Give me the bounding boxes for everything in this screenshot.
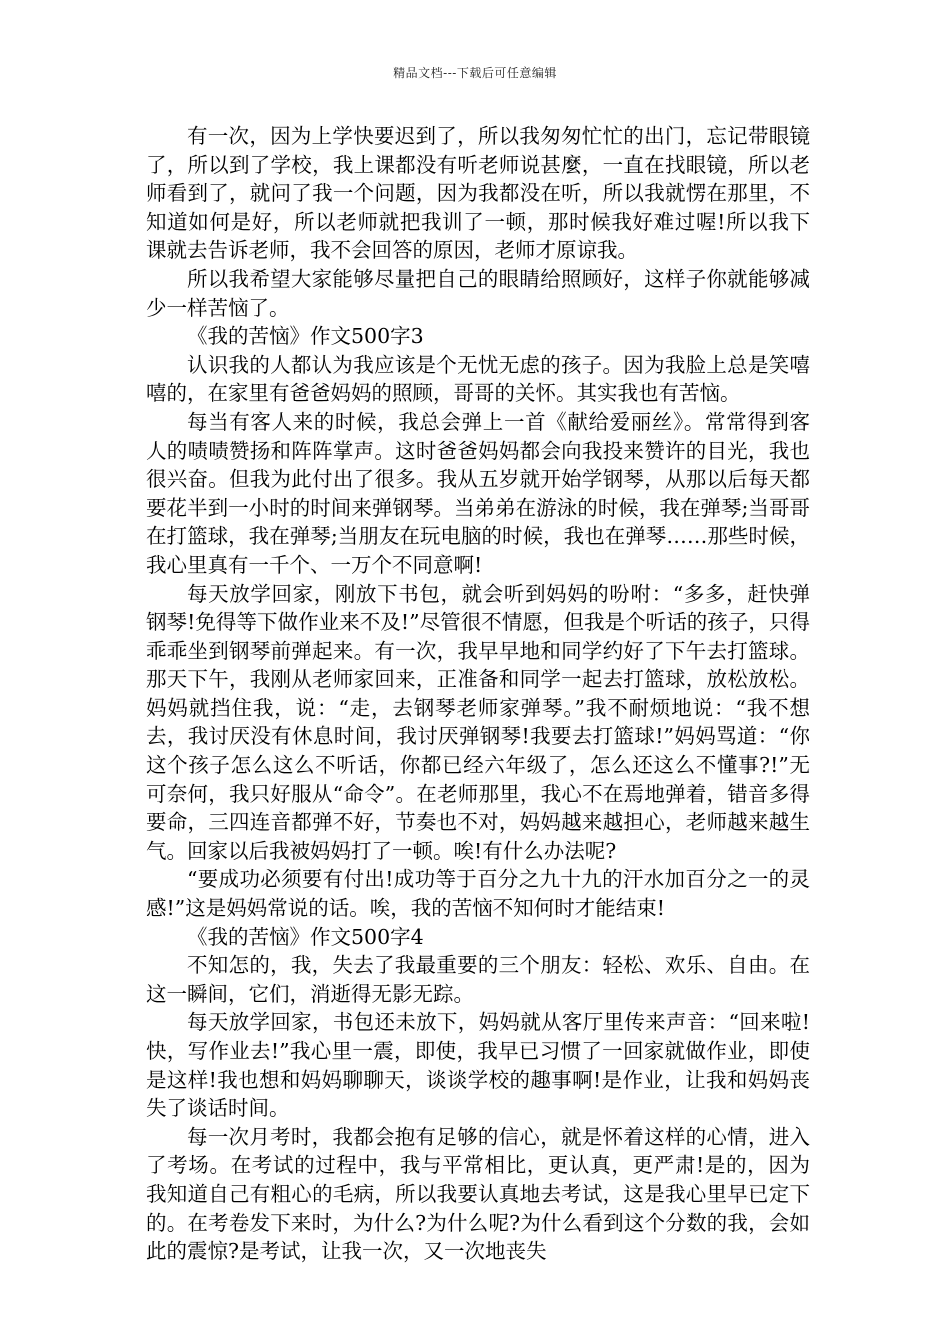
- page-header: 精品文档---下载后可任意编辑: [393, 66, 557, 80]
- paragraph-forgot-glasses: 有一次，因为上学快要迟到了，所以我匆匆忙忙的出门，忘记带眼镜了，所以到了学校，我上课都没有听老师说甚麼，一直在找眼镜，所以老师看到了，就问了我一个问题，因为我都没在听，所以我就愣在那里，不知道如何是好，所以老师就把我训了一顿，那时候我好难过喔!所以我下课就去告诉老师，我不会回答的原因，老师才原谅我。: [146, 124, 810, 263]
- paragraph-lost-friends: 不知怎的，我，失去了我最重要的三个朋友：轻松、欢乐、自由。在这一瞬间，它们，消逝得无影无踪。: [146, 953, 810, 1006]
- paragraph-homework: 每天放学回家，书包还未放下，妈妈就从客厅里传来声音：“回来啦!快，写作业去!”我心里一震，即使，我早已习惯了一回家就做作业，即使是这样!我也想和妈妈聊聊天，谈谈学校的趣事啊!是作业，让我和妈妈丧失了谈话时间。: [146, 1010, 810, 1121]
- essay-3-heading: 《我的苦恼》作文500字3: [187, 324, 424, 349]
- document-body: [146, 122, 810, 1266]
- paragraph-carefree-child: 认识我的人都认为我应该是个无忧无虑的孩子。因为我脸上总是笑嘻嘻的，在家里有爸爸妈妈的照顾，哥哥的关怀。其实我也有苦恼。: [146, 352, 810, 406]
- paragraph-guests-piano: 每当有客人来的时候，我总会弹上一首《献给爱丽丝》。常常得到客人的啧啧赞扬和阵阵掌声。这时爸爸妈妈都会向我投来赞许的目光，我也很兴奋。但我为此付出了很多。我从五岁就开始学钢琴，从那以后每天都要花半到一小时的时间来弹钢琴。当弟弟在游泳的时候，我在弹琴;当哥哥在打篮球，我在弹琴;当朋友在玩电脑的时候，我也在弹琴……那些时候，我心里真有一千个、一万个不同意啊!: [146, 409, 810, 577]
- paragraph-take-care-of-eyes: 所以我希望大家能够尽量把自己的眼睛给照顾好，这样子你就能够减少一样苦恼了。: [146, 266, 810, 320]
- paragraph-success-quote: “要成功必须要有付出!成功等于百分之九十九的汗水加百分之一的灵感!”这是妈妈常说的话。唉，我的苦恼不知何时才能结束!: [146, 867, 810, 921]
- paragraph-monthly-exam: 每一次月考时，我都会抱有足够的信心，就是怀着这样的心情，进入了考场。在考试的过程中，我与平常相比，更认真，更严肃!是的，因为我知道自己有粗心的毛病，所以我要认真地去考试，这是我心里早已定下的。在考卷发下来时，为什么?为什么呢?为什么看到这个分数的我，会如此的震惊?是考试，让我一次，又一次地丧失: [146, 1124, 810, 1264]
- essay-4-heading: 《我的苦恼》作文500字4: [187, 924, 424, 949]
- paragraph-after-school-piano: 每天放学回家，刚放下书包，就会听到妈妈的吩咐：“多多，赶快弹钢琴!免得等下做作业来不及!”尽管很不情愿，但我是个听话的孩子，只得乖乖坐到钢琴前弹起来。有一次，我早早地和同学约好了下午去打篮球。那天下午，我刚从老师家回来，正准备和同学一起去打篮球，放松放松。妈妈就挡住我，说：“走，去钢琴老师家弹琴。”我不耐烦地说：“我不想去，我讨厌没有休息时间，我讨厌弹钢琴!我要去打篮球!”妈妈骂道：“你这个孩子怎么这么不听话，你都已经六年级了，怎么还这么不懂事?!”无可奈何，我只好服从“命令”。在老师那里，我心不在焉地弹着，错音多得要命，三四连音都弹不好，节奏也不对，妈妈越来越担心，老师越来越生气。回家以后我被妈妈打了一顿。唉!有什么办法呢?: [146, 581, 810, 863]
